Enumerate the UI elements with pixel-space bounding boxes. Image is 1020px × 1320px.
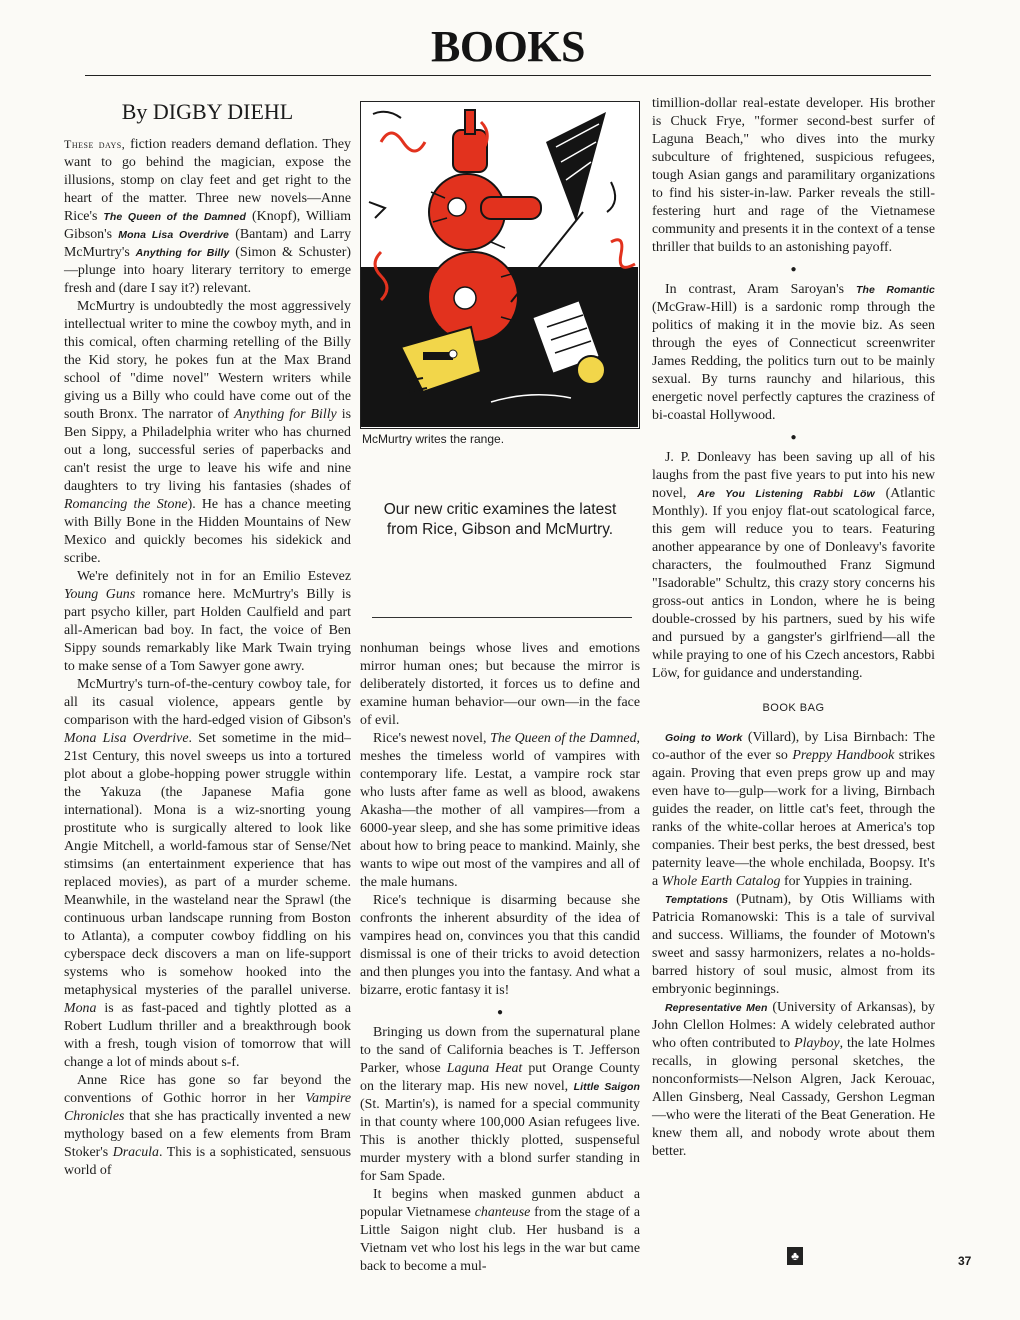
paragraph: In contrast, Aram Saroyan's The Romantic (McGraw-Hill) is a sardonic romp through the politics of making it in the movie biz. As seen through the eyes of Connecticut screenwriter James Redding, the politics turn out to be mainly sexual. By turns raunchy and hilarious, this energetic novel perfectly captures the craziness of bi-coastal Hollywood. [652,282,935,423]
column-2 [360,640,640,1276]
pull-quote-rule [372,617,632,618]
book-bag-entry: Going to Work (Villard), by Lisa Birnbach: The co-author of the ever so Preppy Handbook strikes again. Proving that even preps grow up and may even have to—gulp—work for a living, Birnbach guides the reader, on little cat's feet, through the ranks of the white-collar heroes at America's top companies. Their best perks, the best dressed, best paternity leave—the whole enchilada, Boopsy. It's a Whole Earth Catalog for Yuppies in training. [652,730,935,889]
paragraph: timillion-dollar real-estate developer. His brother is Chuck Frye, "former second-best surfer of Laguna Beach," who dives into the murky subculture of frightened, suspicious refugees, tough Asian gangs and paramilitary organizations to find his sister-in-law. Parker reveals the still-festering hurt and rage of the Vietnamese community and presents it in the context of a tense thriller that builds to an astonishing payoff. [652,96,935,255]
paragraph: McMurtry's turn-of-the-century cowboy tale, for all its casual violence, appears gentle by comparison with the hard-edged vision of Gibson's Mona Lisa Overdrive. Set sometime in the mid–21st Century, this novel sweeps us into a tortured plot about a globe-hopping power struggle within the Yakuza (the Japanese Mafia gone international). Mona is a wiz-snorting young prostitute who is surgically altered to look like Angie Mitchell, a world-famous star of Sense/Net stimsims (an entertainment experience that has replaced movies), as part of a murder scheme. Meanwhile, in the wasteland near the Sprawl (the continuous urban landscape running from Boston to Atlanta), a computer cowboy fiddling on his cyberspace deck discovers a man on life-support systems who is somehow hooked into the metaphysical mysteries of the parallel universe. Mona is as fast-paced and tightly plotted as a Robert Ludlum thriller and a breakthrough book with a fresh, tough vision of tomorrow that will change a lot of minds about s-f. [64,677,351,1070]
paragraph: Rice's technique is disarming because she confronts the inherent absurdity of the idea of vampires head on, convinces you that this candid dismissal is one of their tricks to avoid detection and then plunges you into the fantasy. And what a bizarre, erotic fantasy it is! [360,893,640,998]
pull-quote: Our new critic examines the latest from Rice, Gibson and McMurtry. [383,501,617,538]
section-dot: ● [790,432,797,443]
cowboy-writer-illustration [361,102,638,427]
book-bag-heading: BOOK BAG [762,702,825,714]
illustration [360,101,640,429]
paragraph: McMurtry is undoubtedly the most aggressively intellectual writer to mine the cowboy myth, and in this comical, often charming retelling of the Billy the Kid story, he pokes fun at the Max Brand school of "dime novel" Western writers while giving us a Billy who could have come out of the south Bronx. The narrator of Anything for Billy is Ben Sippy, a Philadelphia writer who has churned out a long, successful series of paperbacks and can't resist the urge to leave his wife and nine daughters to try living his fantasies (shades of Romancing the Stone). He has a chance meeting with Billy Bone in the Hidden Mountains of New Mexico and quickly becomes his sidekick and scribe. [64,299,351,566]
book-bag-entry: Representative Men (University of Arkansas), by John Clellon Holmes: A widely celebrated author who often contributed to Playboy, the late Holmes recalls, in glowing personal sketches, the nonconformists—Nelson Algren, Jack Kerouac, Allen Ginsberg, Neal Cassady, Gershon Legman—who were the literati of the Beat Generation. He knew them all, and nobody wrote about them better. [652,1000,936,1159]
book-bag-entry: Temptations (Putnam), by Otis Williams with Patricia Romanowski: This is a tale of survival and success. Williams, the founder of Motown's sweet and sassy harmonizers, relates a no-holds-barred history of soul music, almost from its embryonic beginnings. [652,892,935,997]
paragraph: J. P. Donleavy has been saving up all of his laughs from the past five years to put into his new novel, Are You Listening Rabbi Löw (Atlantic Monthly). If you enjoy flat-out scatological farce, this gem will reduce you to tears. Featuring another appearance by one of Donleavy's favorite characters, the foulmouthed Franz Sigmund "Isadorable" Schultz, this crazy story concerns his gross-out antics in London, where he is being double-crossed by his partners, sued by his wife and pursued by a gangster's girlfriend—all the while praying to one of his Czech ancestors, Rabbi Löw, for guidance and understanding. [652,450,935,681]
column-1 [64,135,351,1180]
illustration-caption: McMurtry writes the range. [362,432,505,446]
section-title: BOOKS [431,22,585,71]
byline: By DIGBY DIEHL [121,99,294,124]
paragraph: It begins when masked gunmen abduct a popular Vietnamese chanteuse from the stage of a Little Saigon night club. Her husband is a Vietnam vet who lost his legs in the war but came back to become a mul- [360,1187,640,1274]
header-rule [85,75,931,76]
paragraph: Anne Rice has gone so far beyond the conventions of Gothic horror in her Vampire Chronicles that she has practically invented a new mythology based on a few elements from Bram Stoker's Dracula. This is a sophisticated, sensuous world of [64,1073,352,1178]
section-dot: ● [496,1007,504,1018]
end-mark-icon: ♣ [787,1247,803,1265]
paragraph: Rice's newest novel, The Queen of the Damned, meshes the timeless world of vampires with contemporary life. Lestat, a vampire rock star who lusts after fame as well as blood, awakens Akasha—the mother of all vampires—from a 6000-year sleep, and she has some primitive ideas about how to bring peace to mankind. Mainly, she wants to wipe out most of the vampires and all of the male humans. [360,731,640,890]
paragraph: These days, fiction readers demand deflation. They want to go behind the magician, expose the illusions, stomp on clay feet and get right to the heart of the matter. Three new novels—Anne Rice's The Queen of the Damned (Knopf), William Gibson's Mona Lisa Overdrive (Bantam) and Larry McMurtry's Anything for Billy (Simon & Schuster)—plunge into hoary literary territory to emerge fresh and (dare I say it?) relevant. [64,137,352,296]
paragraph: We're definitely not in for an Emilio Estevez Young Guns romance here. McMurtry's Billy is part psycho killer, part Holden Caulfield and part all-American bad boy. In fact, the voice of Ben Sippy sounds remarkably like Mark Twain trying to make sense of a Tom Sawyer gone awry. [64,569,352,674]
page-number: 37 [958,1254,972,1268]
paragraph: nonhuman beings whose lives and emotions mirror human ones; but because the mirror is deliberately distorted, it forces us to define and examine human behavior—our own—in the face of evil. [360,641,640,728]
column-3 [652,95,935,1161]
paragraph: Bringing us down from the supernatural plane to the sand of California beaches is T. Jefferson Parker, whose Laguna Heat put Orange County on the literary map. His new novel, Little Saigon (St. Martin's), is named for a special community in that county where 100,000 Asian refugees live. This is another thickly plotted, suspenseful murder mystery with a blond surfer standing in for Sam Spade. [360,1025,640,1184]
section-dot: ● [790,264,797,275]
